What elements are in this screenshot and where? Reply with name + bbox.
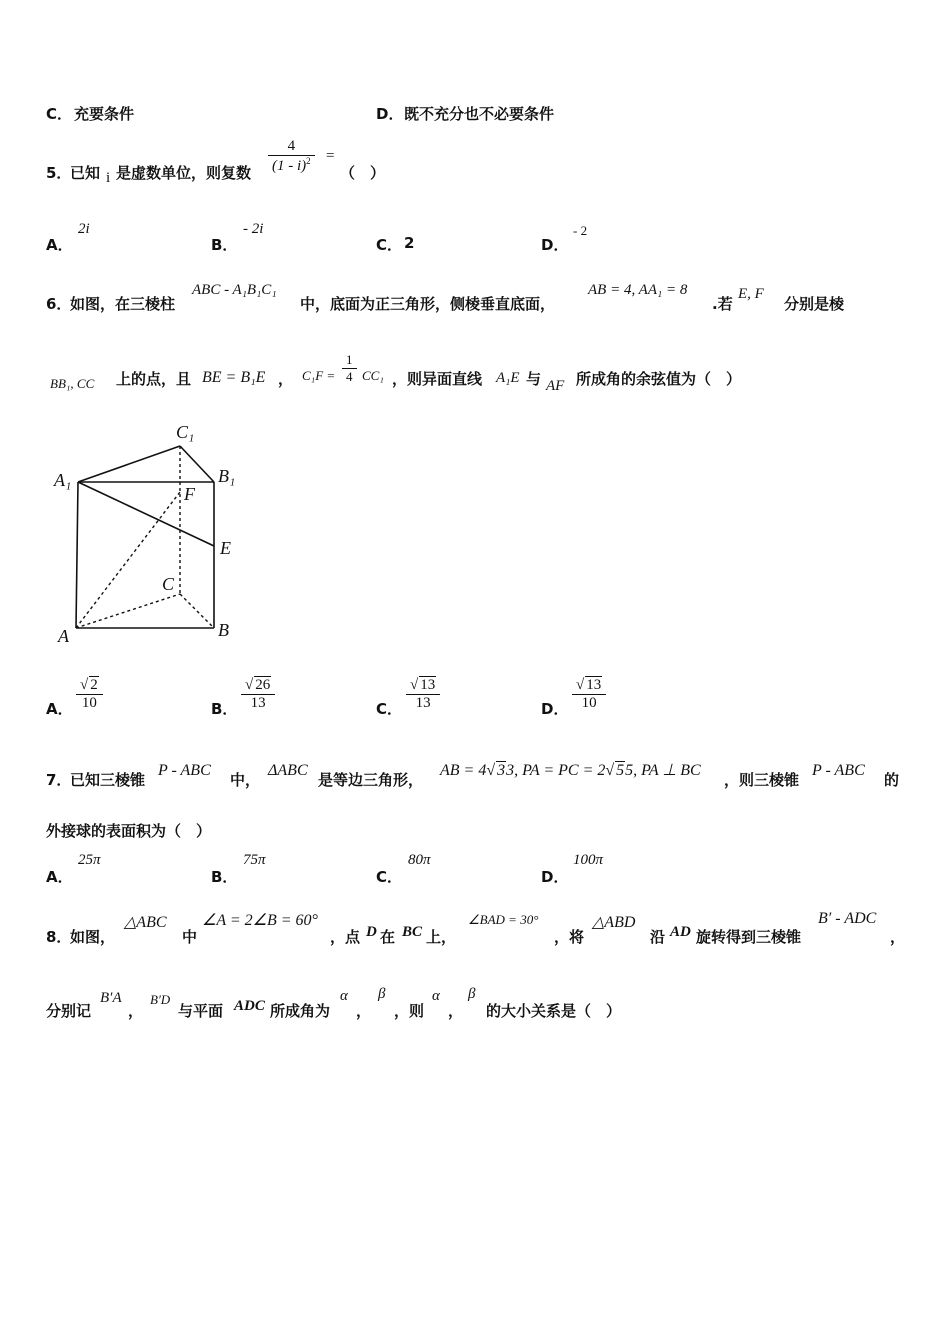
- q7-option-d-value: 100π: [573, 852, 604, 868]
- q8-text-9: ，: [890, 928, 906, 946]
- q8-line2-g: ，: [448, 1002, 464, 1020]
- q5-frac-den: (1 - i): [272, 158, 307, 174]
- q8-text-5: 上，: [426, 928, 457, 946]
- q8-pyramid: B′ - ADC: [818, 910, 877, 927]
- q5-option-b-label: B．: [211, 236, 238, 254]
- q8-line2-f: ，则: [394, 1002, 425, 1020]
- edge-a1c1: [78, 446, 180, 482]
- q7-text-3: 是等边三角形，: [318, 771, 424, 789]
- q5-text-mid: 是虚数单位，则复数: [116, 164, 252, 182]
- q4-option-c-text: 充要条件: [74, 105, 135, 123]
- q7-option-b-value: 75π: [243, 852, 266, 868]
- q6-text-6: ，则异面直线: [392, 370, 483, 388]
- label-c1: C₁: [176, 422, 195, 442]
- q8-line2-h: 的大小关系是（ ）: [486, 1002, 622, 1020]
- edge-cb-hidden: [180, 594, 214, 628]
- q6-option-c-den: 13: [415, 695, 431, 711]
- q7-pabc: P - ABC: [158, 762, 211, 779]
- q8-line2-d: 所成角为: [270, 1002, 331, 1020]
- q8-bd: B′D: [150, 992, 171, 1007]
- q5-frac-num: 4: [287, 138, 296, 154]
- q6-c1f-left: C₁F =: [302, 368, 336, 383]
- q6-option-a-den: 10: [81, 695, 97, 711]
- q8-line2-a: 分别记: [46, 1002, 92, 1020]
- q7-triangle: ΔABC: [268, 762, 308, 779]
- q8-beta: β: [378, 986, 386, 1002]
- q5-option-c-label: C．: [376, 236, 403, 254]
- q8-adc: ADC: [234, 998, 265, 1014]
- q6-ef: E, F: [738, 286, 764, 302]
- q5-imag-unit: i: [106, 170, 111, 186]
- q8-angle: ∠A = 2∠B = 60°: [202, 912, 318, 929]
- q6-option-a-num: 2: [90, 677, 98, 693]
- q7-pabc-2: P - ABC: [812, 762, 865, 779]
- q6-comma: ，: [278, 370, 294, 388]
- label-f: F: [184, 484, 195, 504]
- label-b: B: [218, 620, 229, 640]
- q7-option-a-label: A．: [46, 868, 73, 886]
- q6-text-4: 分别是棱: [784, 295, 845, 313]
- segment-af-hidden: [76, 492, 180, 628]
- q8-triangle: △ABC: [124, 914, 167, 931]
- q6-number: 6．: [46, 295, 72, 313]
- q8-bc: BC: [402, 924, 423, 940]
- q8-number: 8．: [46, 928, 72, 946]
- q8-text-3: ，点: [330, 928, 361, 946]
- q8-alpha: α: [340, 988, 348, 1004]
- q8-line2-c: 与平面: [178, 1002, 224, 1020]
- q5-den-exp: 2: [306, 156, 311, 166]
- edge-c1b1: [180, 446, 214, 482]
- q6-prism-figure: [46, 416, 246, 648]
- q6-option-c-label: C．: [376, 700, 403, 718]
- q6-option-b-num: 26: [255, 677, 271, 693]
- q7-number: 7．: [46, 771, 72, 789]
- q6-option-c-num: 13: [420, 677, 436, 693]
- q4-option-d-label: D．: [376, 105, 404, 123]
- q8-text-7: 沿: [650, 928, 666, 946]
- q7-option-d-label: D．: [541, 868, 569, 886]
- label-a: A: [58, 626, 69, 646]
- q6-af: AF: [546, 378, 565, 394]
- q6-option-b-value: √ 26 13: [241, 676, 275, 712]
- q6-option-d-value: √ 13 10: [572, 676, 606, 712]
- q8-text-4: 在: [380, 928, 396, 946]
- q6-option-a-label: A．: [46, 700, 73, 718]
- q8-line2-e: ，: [356, 1002, 372, 1020]
- q8-alpha-2: α: [432, 988, 440, 1004]
- q5-option-a-label: A．: [46, 236, 73, 254]
- edge-aa1: [76, 482, 78, 628]
- q8-text-2: 中: [182, 928, 198, 946]
- q6-option-d-label: D．: [541, 700, 569, 718]
- q5-option-c-value: 2: [404, 234, 415, 252]
- q6-option-d-num: 13: [586, 677, 602, 693]
- q7-option-a-value: 25π: [78, 852, 101, 868]
- q5-text-pre: 已知: [70, 164, 101, 182]
- q7-line-2: 外接球的表面积为（ ）: [46, 822, 212, 840]
- q6-option-b-den: 13: [250, 695, 266, 711]
- edge-ac-hidden: [76, 594, 180, 628]
- q6-text-5: 上的点，且: [116, 370, 192, 388]
- q8-bad-angle: ∠BAD = 30°: [468, 912, 539, 927]
- q5-option-d-label: D．: [541, 236, 569, 254]
- q5-option-d-value: - 2: [573, 223, 588, 238]
- q6-option-b-label: B．: [211, 700, 238, 718]
- q6-condition: AB = 4, AA₁ = 8: [588, 282, 688, 298]
- q8-d: D: [366, 924, 377, 940]
- q6-option-a-value: √ 2 10: [76, 676, 103, 712]
- q8-ad: AD: [670, 924, 691, 940]
- q5-fraction: [268, 138, 315, 175]
- q5-paren: （ ）: [340, 164, 386, 182]
- q7-option-c-value: 80π: [408, 852, 431, 868]
- q6-option-d-den: 10: [581, 695, 597, 711]
- q5-number: 5．: [46, 164, 72, 182]
- q8-beta-2: β: [468, 986, 476, 1002]
- label-b1: B₁: [218, 466, 236, 486]
- label-e: E: [220, 538, 231, 558]
- q6-option-c-value: √ 13 13: [406, 676, 440, 712]
- q7-text-2: 中，: [230, 771, 261, 789]
- q6-c1f-den: 4: [346, 369, 353, 384]
- q6-a1e: A₁E: [496, 370, 520, 386]
- q7-text-1: 已知三棱锥: [70, 771, 146, 789]
- q6-edges: BB₁, CC: [50, 376, 95, 391]
- q6-text-3: .若: [712, 295, 733, 313]
- q6-be-condition: BE = B₁E: [202, 369, 266, 386]
- q8-text-1: 如图，: [70, 928, 116, 946]
- label-a1: A₁: [54, 470, 72, 490]
- label-c: C: [162, 574, 175, 594]
- q6-text-7: 与: [526, 370, 542, 388]
- q8-text-6: ，将: [554, 928, 585, 946]
- q8-text-8: 旋转得到三棱锥: [696, 928, 802, 946]
- q6-c1f-fraction: [342, 352, 357, 385]
- q6-c1f-num: 1: [346, 352, 353, 367]
- q8-line2-b: ，: [128, 1002, 144, 1020]
- q8-abd: △ABD: [592, 914, 636, 931]
- q7-condition: AB = 4√ 33, PA = PC = 2√ 55, PA ⊥ BC: [440, 762, 701, 779]
- q6-text-1: 如图，在三棱柱: [70, 295, 176, 313]
- q8-ba: B′A: [100, 990, 122, 1006]
- q5-option-a-value: 2i: [78, 221, 90, 237]
- q6-text-2: 中，底面为正三角形，侧棱垂直底面，: [300, 295, 556, 313]
- q7-option-c-label: C．: [376, 868, 403, 886]
- q5-option-b-value: - 2i: [243, 221, 264, 237]
- q7-text-4: ，则三棱锥: [724, 771, 800, 789]
- q4-option-d-text: 既不充分也不必要条件: [404, 105, 555, 123]
- q7-text-5: 的: [884, 771, 900, 789]
- q5-equals: =: [326, 148, 335, 164]
- q6-prism: ABC - A₁B₁C₁: [192, 282, 277, 298]
- q6-c1f-right: CC₁: [362, 368, 384, 383]
- q4-option-c-label: C．: [46, 105, 73, 123]
- q6-text-8: 所成角的余弦值为（ ）: [576, 370, 742, 388]
- q7-option-b-label: B．: [211, 868, 238, 886]
